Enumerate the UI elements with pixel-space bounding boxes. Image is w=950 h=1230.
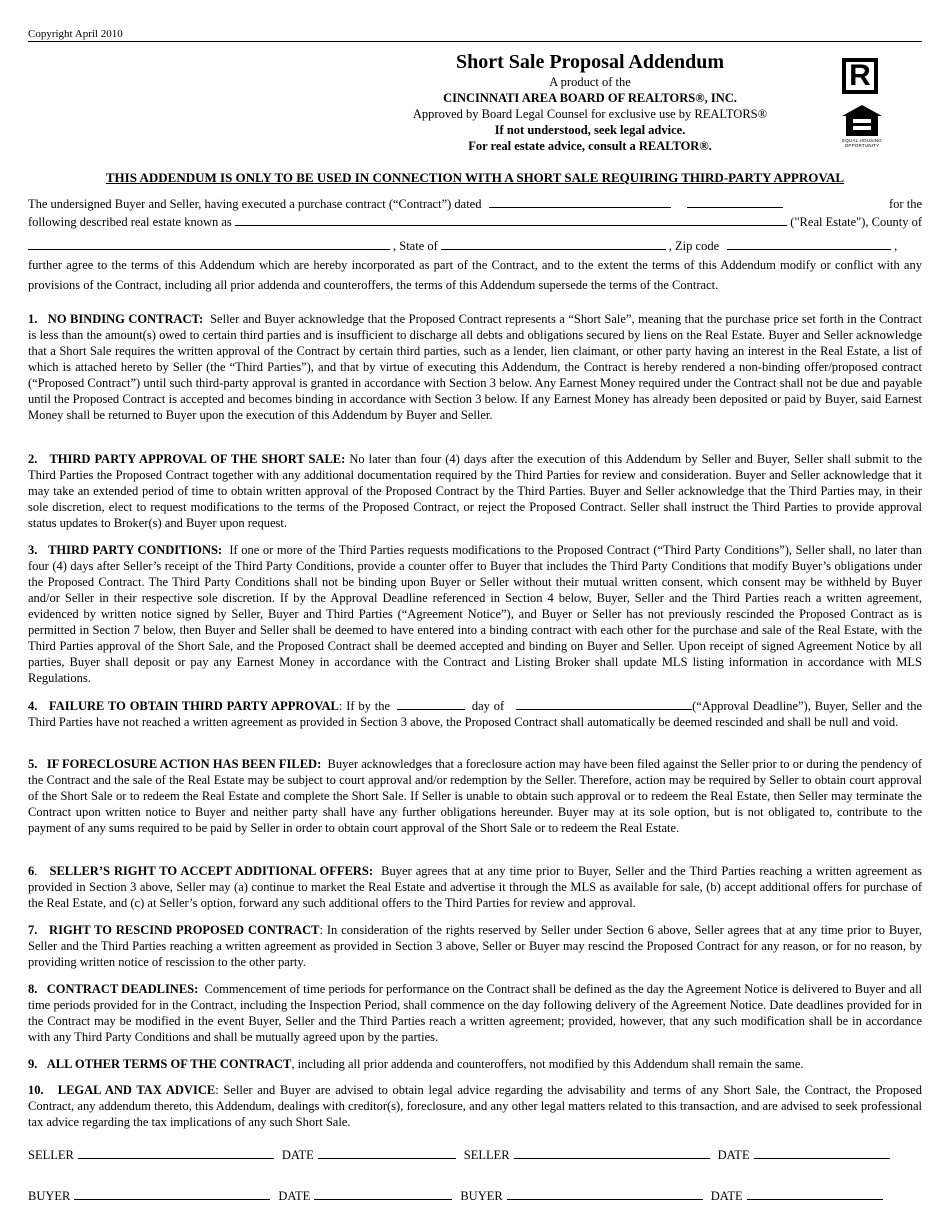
section-heading: SELLER’S RIGHT TO ACCEPT ADDITIONAL OFFERS: [49, 864, 374, 878]
section-text: Commencement of time periods for performance on the Contract shall be defined as the day the Agreement Notice is delivered to Buyer and all time periods provided for in the Contract, including the Inspection Period, shall commence on the day following delivery of the Agreement Notice. Date deadlines provided for in the Contract may be modified in the event Buyer, Seller and the Third Parties reach a written agreement; provided, however, that any such modification shall be in accordance with any Third Party Conditions and shall be mutually agreed upon by the parties. [28, 982, 923, 1044]
section-heading: THIRD PARTY CONDITIONS: [48, 543, 223, 557]
intro-row-2 [28, 213, 922, 231]
section-heading: ALL OTHER TERMS OF THE CONTRACT [46, 1057, 292, 1071]
equal-housing-caption-2: OPPORTUNITY [844, 143, 880, 148]
section-heading: FAILURE TO OBTAIN THIRD PARTY APPROVAL [49, 699, 339, 713]
section-text-pre: : If by the [338, 699, 391, 713]
section-text: No later than four (4) days after the execution of this Addendum by Seller and Buyer, Seller shall submit to the Third Parties the Proposed Contract together with any additional documentation required by the Third Parties for review and consideration. Buyer and Seller acknowledge that it may take an extended period of time to obtain written approval of the Proposed Contract by the Third Parties. Buyer and Seller acknowledge that the Third Parties may, in their sole discretion, elect to request modifications to the terms of the Proposed Contract, or reject the Proposed Contract. Seller shall instruct the Third Parties to provide approval status updates to Broker(s) and Buyer upon request. [28, 452, 922, 530]
intro-continuation: further agree to the terms of this Addendum which are hereby incorporated as part of the Contract, and to the extent the terms of this Addendum modify or conflict with any provisions of the Contract, including all prior addenda and counteroffers, the terms of this Addendum supersede the terms of the Contract. [28, 258, 922, 292]
section-number: 3. [28, 543, 38, 557]
section-number: 9. [28, 1057, 38, 1071]
section-number: 7. [28, 923, 38, 937]
section-text: , including all prior addenda and counteroffers, not modified by this Addendum shall remain the same. [291, 1057, 804, 1071]
signature-label: SELLER [463, 1148, 510, 1162]
equal-housing-caption-1: EQUAL HOUSING [842, 138, 882, 143]
section-text-post: (“Approval Deadline”), Buyer, Seller and the Third Parties have not reached a written agreement as provided in Section 3 above, the Proposed Contract shall automatically be deemed rescinded and shall be null and void. [28, 699, 923, 729]
approval-month-field[interactable] [516, 697, 692, 710]
intro-text-2: for the [889, 197, 922, 211]
intro-text-4: ("Real Estate"), County of [790, 215, 922, 229]
realtor-logo-letter: R [849, 59, 871, 92]
section-text: If one or more of the Third Parties requests modifications to the Proposed Contract (“Third Party Conditions”), Seller shall, no later than four (4) days after Seller’s receipt of the Third Party Conditions, provide a counter offer to Buyer that includes the Third Party Conditions that modify Buyer’s obligations under the Proposed Contract. The Third Party Conditions shall not be binding upon Buyer or Seller without their mutual written consent, which consent may be withheld by Buyer and/or Seller in their respective sole discretion. If by the Approval Deadline referenced in Section 4 below, Buyer, Seller and the Third Parties reach a written agreement, evidenced by written notice signed by Seller, Buyer and Third Parties (“Agreement Notice”), and Buyer or Seller has not previously rescinded the Proposed Contract as is permitted in Section 7 below, then Buyer and Seller shall be deemed to have entered into a binding contract with each other for the purchase and sale of the Real Estate, with the Third Parties approval of the Short Sale, and the Proposed Contract shall be deemed accepted and binding on Buyer and Seller. Upon receipt of signed Agreement Notice by all parties, Buyer shall deposit or pay any Earnest Money in accordance with the Contract and Listing Broker shall update MLS listing information in accordance with MLS Regulations. [28, 543, 923, 685]
section-8 [28, 981, 922, 1045]
section-number: 4. [28, 699, 38, 713]
section-number: 2. [28, 452, 38, 466]
approval-day-field[interactable] [397, 697, 465, 710]
section-4 [28, 697, 922, 730]
addendum-notice: THIS ADDENDUM IS ONLY TO BE USED IN CONNECTION WITH A SHORT SALE REQUIRING THIRD-PARTY APPROVAL [105, 170, 845, 185]
contract-date-field[interactable] [489, 195, 671, 208]
section-number: 8. [28, 982, 38, 996]
seller-1-date-field[interactable] [318, 1146, 456, 1159]
county-field[interactable] [28, 237, 390, 250]
section-text: : Seller and Buyer are advised to obtain legal advice regarding the advisability and terms of any Short Sale, the Contract, the Proposed Contract, any addendum thereto, this Addendum, dealings with creditor(s), foreclosure, and any other legal matters related to this transaction, and are advised to seek professional tax advice regarding the tax implications of any such Short Sale. [28, 1083, 923, 1129]
contract-date-field-2[interactable] [687, 195, 783, 208]
section-2 [28, 451, 922, 531]
state-field[interactable] [441, 237, 666, 250]
intro-text-7: , [894, 239, 898, 253]
seller-2-date-field[interactable] [754, 1146, 890, 1159]
section-heading: IF FORECLOSURE ACTION HAS BEEN FILED: [46, 757, 322, 771]
buyer-2-signature-field[interactable] [507, 1187, 703, 1200]
signature-label: SELLER [28, 1148, 74, 1162]
section-heading: LEGAL AND TAX ADVICE [57, 1083, 216, 1097]
section-heading: CONTRACT DEADLINES: [46, 982, 199, 996]
intro-text-1: The undersigned Buyer and Seller, having executed a purchase contract (“Contract”) dated [28, 197, 482, 211]
section-number: 1. [28, 312, 38, 326]
signature-label: DATE [717, 1148, 750, 1162]
intro-row-1 [28, 195, 922, 213]
section-3 [28, 542, 922, 686]
section-text: : In consideration of the rights reserved by Seller under Section 6 above, Seller agrees that at any time prior to Buyer, Seller and the Third Parties reaching a written agreement as provided in Section 3 above, Seller or Buyer may rescind the Proposed Contract for any reason, or for no reason, by providing written notice of rescission to the other party. [28, 923, 922, 969]
header-line-2: CINCINNATI AREA BOARD OF REALTORS®, INC. [443, 91, 737, 105]
document-header [380, 50, 800, 154]
header-line-1: A product of the [549, 75, 631, 89]
header-line-3: Approved by Board Legal Counsel for exclusive use by REALTORS® [412, 107, 768, 121]
section-heading: THIRD PARTY APPROVAL OF THE SHORT SALE: [49, 452, 346, 466]
signature-label: BUYER [460, 1189, 503, 1203]
section-text-mid: day of [471, 699, 505, 713]
seller-2-signature-field[interactable] [514, 1146, 710, 1159]
intro-text-5: , State of [393, 239, 438, 253]
section-number: 5. [28, 757, 38, 771]
section-5 [28, 756, 922, 836]
buyer-1-date-field[interactable] [314, 1187, 452, 1200]
section-1 [28, 311, 922, 423]
section-7 [28, 922, 922, 970]
header-line-5: For real estate advice, consult a REALTOR®. [468, 139, 712, 153]
signature-label: DATE [281, 1148, 314, 1162]
section-heading: RIGHT TO RESCIND PROPOSED CONTRACT [49, 923, 320, 937]
signature-label: DATE [710, 1189, 743, 1203]
buyer-2-date-field[interactable] [747, 1187, 883, 1200]
intro-paragraph [28, 195, 922, 295]
section-number: 10. [28, 1083, 44, 1097]
top-divider [28, 41, 922, 42]
intro-row-3 [28, 237, 922, 255]
section-text: Buyer agrees that at any time prior to Buyer, Seller and the Third Parties reaching a written agreement as provided in Section 3 above, Seller may (a) continue to market the Real Estate and advertise it through the MLS as available for sale, (b) accept additional offers for purchase of the Real Estate, and (c) at Seller’s option, forward any such additional offers to the Third Parties for review and approval. [28, 864, 922, 910]
section-number: 6 [28, 864, 35, 878]
intro-text-3: following described real estate known as [28, 215, 232, 229]
signature-label: BUYER [28, 1189, 71, 1203]
real-estate-address-field[interactable] [235, 213, 788, 226]
equal-housing-logo-icon [840, 104, 884, 148]
intro-text-6: , Zip code [668, 239, 720, 253]
section-heading: NO BINDING CONTRACT: [47, 312, 204, 326]
realtor-logo-icon [842, 58, 878, 94]
copyright-notice: Copyright April 2010 [28, 28, 123, 40]
section-10 [28, 1082, 922, 1130]
signature-label: DATE [278, 1189, 311, 1203]
equal-housing-house-icon [840, 104, 884, 138]
section-text: Buyer acknowledges that a foreclosure action may have been filed against the Seller prior to or during the pendency of the Contract and the sale of the Real Estate may be subject to court approval and/or redemption by the Seller. Therefore, action may be required by Seller to obtain court approval of the Short Sale or to redeem the Real Estate and complete the Short Sale. If Seller is unable to obtain such approval or to redeem the Real Estate, then Seller may terminate the Contract upon written notice to Buyer and neither party shall have any further obligations hereunder. Buyer may at its sole option, but is not obligated to, contribute to the payment of any sums required to be paid by Seller in order to obtain court approval of the Short Sale or to redeem the Real Estate. [28, 757, 922, 835]
zip-code-field[interactable] [727, 237, 891, 250]
section-9 [28, 1056, 922, 1072]
signature-row-buyer [28, 1187, 922, 1204]
header-line-4: If not understood, seek legal advice. [494, 123, 686, 137]
seller-1-signature-field[interactable] [78, 1146, 274, 1159]
buyer-1-signature-field[interactable] [74, 1187, 270, 1200]
signature-row-seller [28, 1146, 922, 1163]
section-6: 6. SELLER’S RIGHT TO ACCEPT ADDITIONAL OFFERS: Buyer agrees that at any time prior to Buyer, Seller and the Third Parties reaching a written agreement as provided in Section 3 above, Seller may (a) continue to market the Real Estate and advertise it through the MLS as available for sale, (b) accept additional offers for purchase of the Real Estate, and (c) at Seller’s option, forward any such additional offers to the Third Parties for review and approval. [28, 864, 922, 910]
section-text: Seller and Buyer acknowledge that the Proposed Contract represents a “Short Sale”, meaning that the purchase price set forth in the Contract is less than the amount(s) owed to certain third parties and is insufficient to discharge all debts and obligations secured by liens on the Real Estate. Buyer and Seller acknowledge that a Short Sale requires the written approval of the Contract by certain third parties, such as a lender, lien claimant, or other party having an interest in the Real Estate, a list of which is attached hereto by Seller (the “Third Parties”), and that by virtue of executing this Addendum, the Contract is hereby rendered a non-binding offer/proposed contract (“Proposed Contract”) until such third-party approval is granted in accordance with Section 3 below. Any Earnest Money required under the Contract shall not be due and payable until the Proposed Contract is accepted and becomes binding in accordance with Section 3 below. If any Earnest Money has already been deposited or paid by Buyer, said Earnest Money shall be returned to Buyer upon the execution of this Addendum by Buyer and Seller. [28, 312, 923, 422]
document-title: Short Sale Proposal Addendum [455, 51, 725, 73]
